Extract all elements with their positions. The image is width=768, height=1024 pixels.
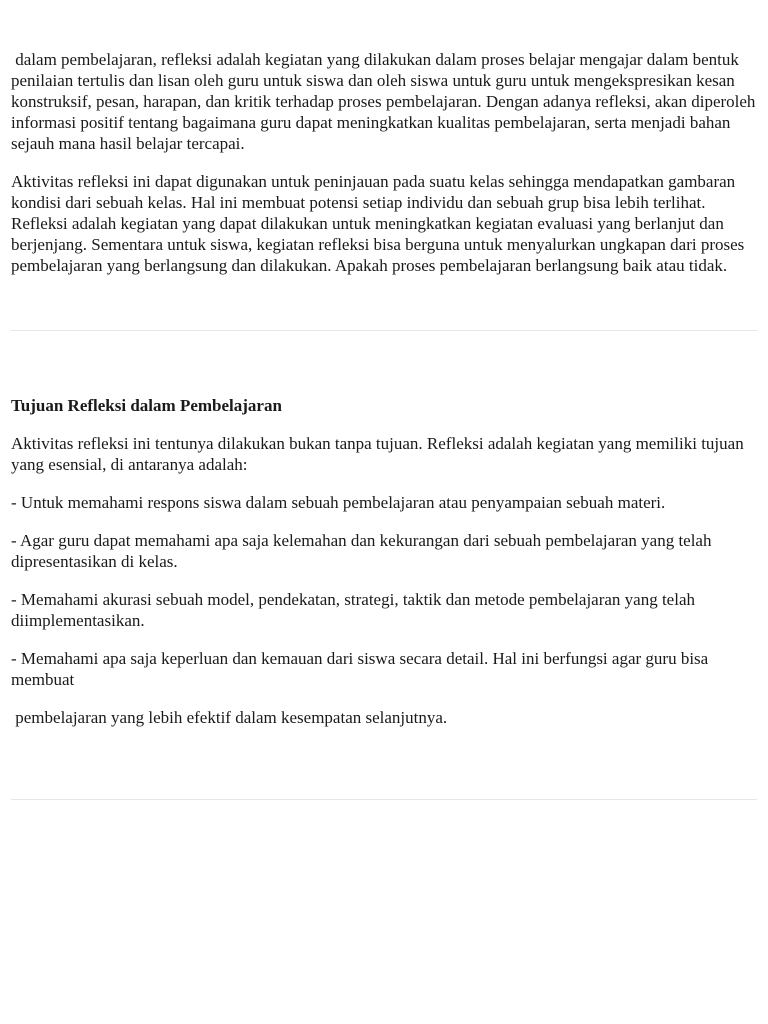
list-item: - Memahami apa saja keperluan dan kemauan dari siswa secara detail. Hal ini berfungsi agar guru bisa membuat bbox=[11, 649, 709, 689]
intro-paragraph-2: Aktivitas refleksi ini dapat digunakan untuk peninjauan pada suatu kelas sehingga mendapatkan gambaran kondisi dari sebuah kelas. Hal ini membuat potensi setiap individu dan sebuah grup bisa lebih terlihat. Refleksi adalah kegiatan yang dapat dilakukan untuk meningkatkan kegiatan evaluasi yang berlanjut dan berjenjang. Sementara untuk siswa, kegiatan refleksi bisa berguna untuk menyalurkan ungkapan dari proses pembelajaran yang berlangsung dan dilakukan. Apakah proses pembelajaran berlangsung baik atau tidak. bbox=[11, 172, 745, 275]
page-end-divider bbox=[11, 799, 757, 800]
list-item: - Memahami akurasi sebuah model, pendekatan, strategi, taktik dan metode pembelajaran yang telah diimplementasikan. bbox=[11, 590, 696, 630]
intro-section bbox=[11, 49, 759, 293]
list-item: - Untuk memahami respons siswa dalam sebuah pembelajaran atau penyampaian sebuah materi. bbox=[11, 493, 666, 512]
intro-paragraph-1: dalam pembelajaran, refleksi adalah kegiatan yang dilakukan dalam proses belajar mengajar dalam bentuk penilaian tertulis dan lisan oleh guru untuk siswa dan oleh siswa untuk guru untuk mengekspresikan kesan konstruksif, pesan, harapan, dan kritik terhadap proses pembelajaran. Dengan adanya refleksi, akan diperoleh informasi positif tentang bagaimana guru dapat meningkatkan kualitas pembelajaran, serta menjadi bahan sejauh mana hasil belajar tercapai. bbox=[11, 50, 760, 153]
section-divider bbox=[11, 330, 757, 331]
list-item: - Agar guru dapat memahami apa saja kelemahan dan kekurangan dari sebuah pembelajaran yang telah dipresentasikan di kelas. bbox=[11, 531, 712, 571]
section-heading: Tujuan Refleksi dalam Pembelajaran bbox=[11, 396, 282, 415]
tujuan-section bbox=[11, 395, 759, 745]
section-lead-paragraph: Aktivitas refleksi ini tentunya dilakukan bukan tanpa tujuan. Refleksi adalah kegiatan yang memiliki tujuan yang esensial, di antaranya adalah: bbox=[11, 434, 744, 474]
continuation-paragraph: pembelajaran yang lebih efektif dalam kesempatan selanjutnya. bbox=[11, 708, 448, 727]
